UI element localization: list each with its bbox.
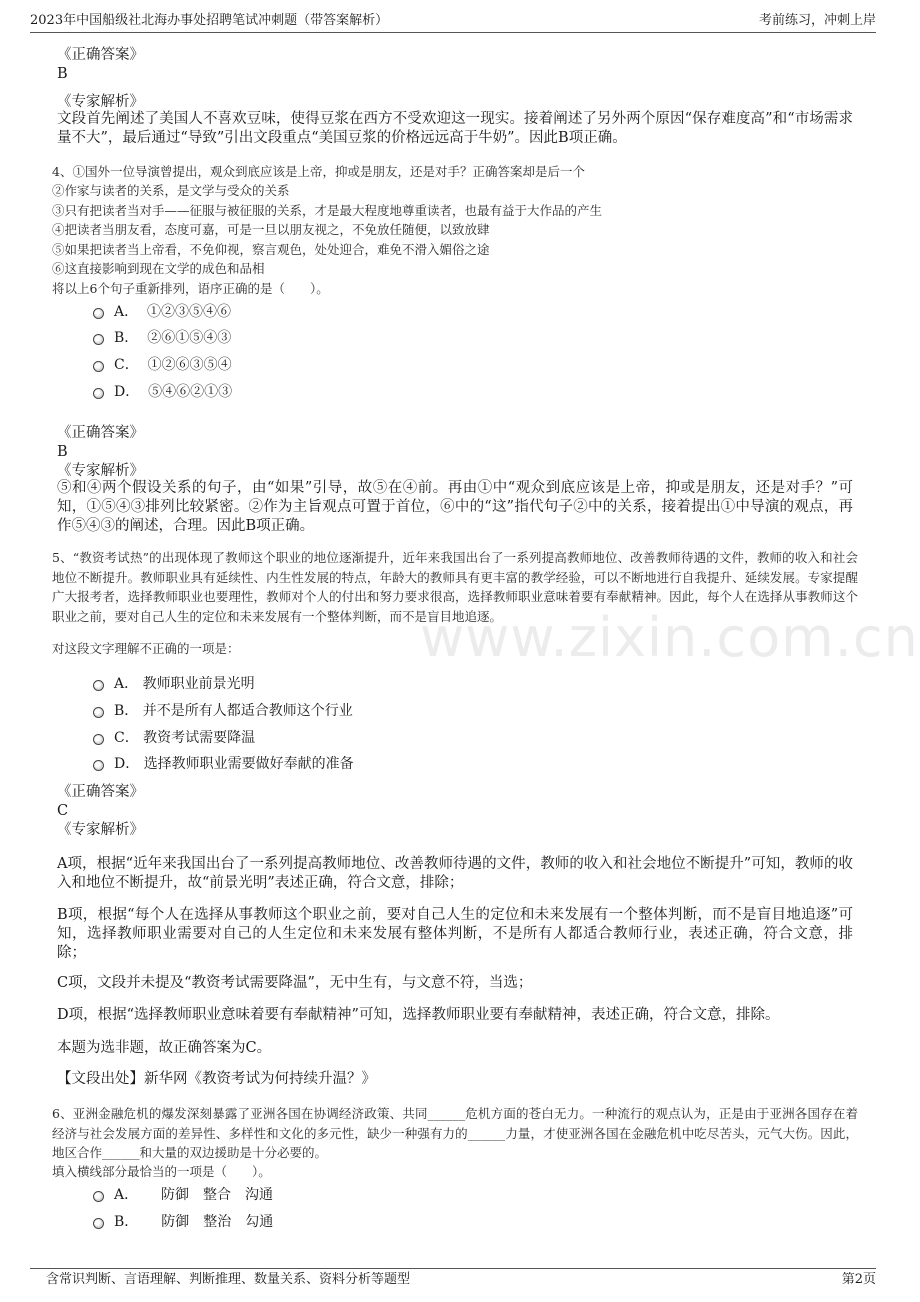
q4-option-a[interactable]: A． ①②③⑤④⑥: [93, 302, 231, 322]
q5-source: 【文段出处】新华网《教资考试为何持续升温？》: [57, 1071, 376, 1087]
q4-option-a-text: ①②③⑤④⑥: [147, 304, 232, 320]
q4-line-4: ④把读者当朋友看，态度可嘉，可是一旦以朋友视之，不免放任随便，以致放肆: [52, 222, 490, 237]
q5-analysis-d: D项，根据“选择教师职业意味着要有奉献精神”可知，选择教师职业要有奉献精神，表述正确，符合文意，排除。: [57, 1007, 780, 1023]
q5-stem: 5、“教资考试热”的出现体现了教师这个职业的地位逐渐提升，近年来我国出台了一系列提高教师地位、改善教师待遇的文件，教师的收入和社会地位不断提升。教师职业具有延续性、内生性发展的特点，年龄大的教师具有更丰富的教学经验，可以不断地进行自我提升、延续发展。专家提醒广大报考者，选择教师职业也要理性，教师对个人的付出和努力要求很高，选择教师职业意味着要有奉献精神。因此，每个人在选择从事教师这个职业之前，要对自己人生的定位和未来发展有一个整体判断，而不是盲目地追逐。: [52, 550, 858, 624]
q5-analysis-a: A项，根据“近年来我国出台了一系列提高教师地位、改善教师待遇的文件，教师的收入和社会地位不断提升”可知，教师的收入和地位不断提升，故“前景光明”表述正确，符合文意，排除；: [57, 856, 853, 891]
radio-icon[interactable]: [93, 680, 104, 691]
radio-icon[interactable]: [93, 361, 104, 372]
radio-icon[interactable]: [93, 308, 104, 319]
radio-icon[interactable]: [93, 760, 104, 771]
page-number: 第2页: [841, 1272, 876, 1287]
radio-icon[interactable]: [93, 388, 104, 399]
analysis-title: 《专家解析》: [57, 94, 144, 110]
radio-icon[interactable]: [93, 707, 104, 718]
radio-icon[interactable]: [93, 334, 104, 345]
q5-conclusion: 本题为选非题，故正确答案为C。: [57, 1040, 272, 1056]
q5-option-b[interactable]: B． 并不是所有人都适合教师这个行业: [93, 701, 353, 721]
page-header: [30, 10, 876, 33]
page-footer: [30, 1268, 876, 1291]
q4-option-d-text: ⑤④⑥②①③: [148, 384, 233, 400]
q5-option-d[interactable]: D． 选择教师职业需要做好奉献的准备: [93, 754, 354, 774]
q4-line-3: ③只有把读者当对手——征服与被征服的关系，才是最大程度地尊重读者，也最有益于大作品的产生: [52, 203, 603, 218]
q6-stem: 6、亚洲金融危机的爆发深刻暴露了亚洲各国在协调经济政策、共同______危机方面的苍白无力。一种流行的观点认为，正是由于亚洲各国存在着经济与社会发展方面的差异性、多样性和文化的多元性，缺少一种强有力的______力量，才使亚洲各国在金融危机中吃尽苦头，元气大伤。因此，地区合作______和大量的双边援助是十分必要的。: [52, 1106, 858, 1160]
q4-analysis-text: ⑤和④两个假设关系的句子，由“如果”引导，故⑤在④前。再由①中“观众到底应该是上帝，抑或是朋友，还是对手？”可知，①⑤④③排列比较紧密。②作为主旨观点可置于首位，⑥中的“这”指代句子②中的关系，接着提出①中导演的观点，再作⑤④③的阐述，合理。因此B项正确。: [57, 480, 853, 534]
q4-answer-value: B: [57, 444, 68, 460]
q4-option-d[interactable]: D． ⑤④⑥②①③: [93, 382, 232, 402]
q5-option-a-text: 教师职业前景光明: [142, 676, 255, 692]
answer-value: B: [57, 66, 68, 82]
q4-option-b[interactable]: B． ②⑥①⑤④③: [93, 328, 231, 348]
radio-icon[interactable]: [93, 1191, 104, 1202]
q4-line-1: 4、①国外一位导演曾提出，观众到底应该是上帝，抑或是朋友，还是对手？正确答案却是后一个: [52, 164, 585, 179]
q4-prompt: 将以上6个句子重新排列，语序正确的是（ ）。: [52, 281, 329, 296]
q5-analysis-c: C项，文段并未提及“教资考试需要降温”，无中生有，与文意不符，当选；: [57, 975, 533, 991]
q5-question: 对这段文字理解不正确的一项是：: [52, 641, 240, 656]
watermark: www.zixin.com.cn: [420, 606, 919, 669]
analysis-text: 文段首先阐述了美国人不喜欢豆味，使得豆浆在西方不受欢迎这一现实。接着阐述了另外两个原因“保存难度高”和“市场需求量不大”，最后通过“导致”引出文段重点“美国豆浆的价格远远高于牛奶”。因此B项正确。: [57, 111, 853, 146]
q4-line-2: ②作家与读者的关系，是文学与受众的关系: [52, 183, 290, 198]
q4-option-b-text: ②⑥①⑤④③: [147, 330, 232, 346]
q5-answer-title: 《正确答案》: [57, 784, 144, 800]
q6-option-a[interactable]: A． 防御 整合 沟通: [93, 1185, 273, 1205]
q4-line-5: ⑤如果把读者当上帝看，不免仰视，察言观色，处处迎合，难免不滑入媚俗之途: [52, 242, 490, 257]
document-title: 2023年中国船级社北海办事处招聘笔试冲刺题（带答案解析）: [30, 13, 389, 28]
q5-option-d-text: 选择教师职业需要做好奉献的准备: [143, 756, 354, 772]
q5-option-c[interactable]: C． 教资考试需要降温: [93, 728, 255, 748]
header-slogan: 考前练习，冲刺上岸: [758, 13, 876, 28]
q4-answer-title: 《正确答案》: [57, 425, 144, 441]
q5-option-a[interactable]: A． 教师职业前景光明: [93, 674, 255, 694]
q6-question: 填入横线部分最恰当的一项是（ ）。: [52, 1164, 271, 1179]
radio-icon[interactable]: [93, 734, 104, 745]
footer-topics: 含常识判断、言语理解、判断推理、数量关系、资料分析等题型: [46, 1272, 411, 1287]
q5-analysis-b: B项，根据“每个人在选择从事教师这个职业之前，要对自己人生的定位和未来发展有一个整体判断，而不是盲目地追逐”可知，选择教师职业需要对自己的人生定位和未来发展有整体判断，不是所有人都适合教师行业，表述正确，符合文意，排除；: [57, 907, 853, 961]
q5-answer-value: C: [57, 803, 69, 819]
q6-option-b[interactable]: B． 防御 整治 勾通: [93, 1212, 273, 1232]
radio-icon[interactable]: [93, 1218, 104, 1229]
answer-title: 《正确答案》: [57, 47, 144, 63]
q5-option-b-text: 并不是所有人都适合教师这个行业: [142, 703, 353, 719]
q5-analysis-title: 《专家解析》: [57, 822, 144, 838]
q4-option-c[interactable]: C． ①②⑥③⑤④: [93, 355, 232, 375]
q4-line-6: ⑥这直接影响到现在文学的成色和品相: [52, 261, 265, 276]
q4-analysis-title: 《专家解析》: [57, 463, 144, 479]
q5-option-c-text: 教资考试需要降温: [143, 730, 256, 746]
q4-option-c-text: ①②⑥③⑤④: [147, 357, 232, 373]
